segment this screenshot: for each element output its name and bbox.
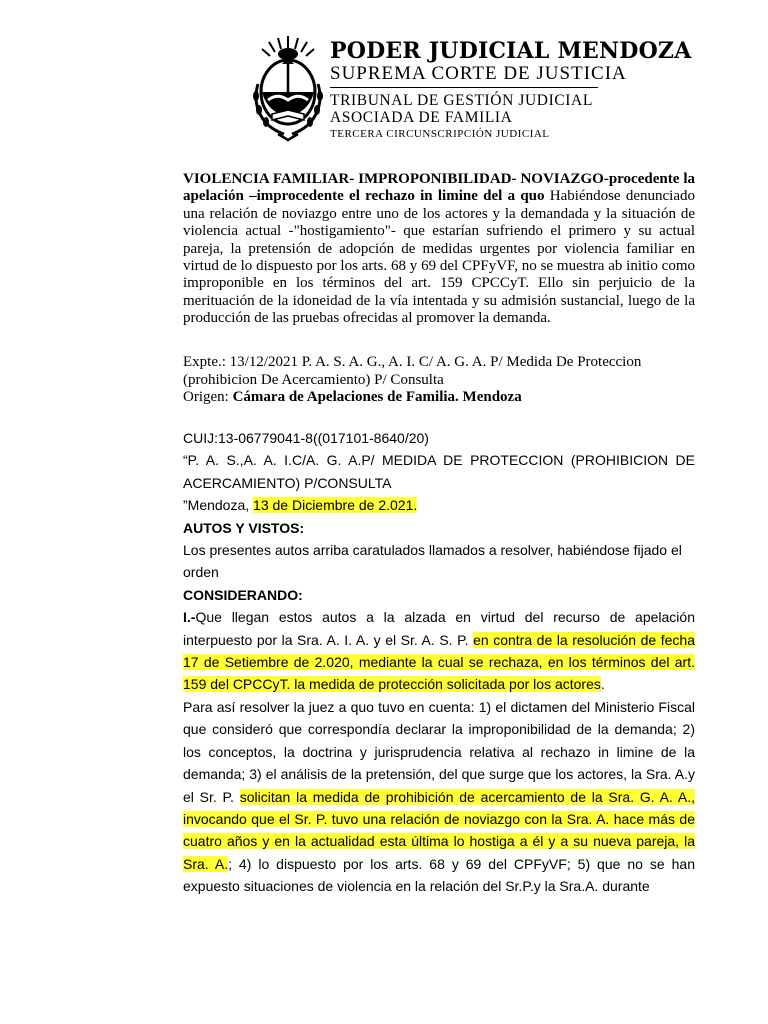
paragraph-2-text-b: ; 4) lo dispuesto por los arts. 68 y 69 del CPFyVF; 5) que no se han expuesto situaciones de violencia en la relación del Sr.P.y la Sra.A. durante <box>183 855 695 895</box>
paragraph-1 <box>183 606 695 696</box>
expte-line <box>183 354 695 389</box>
header-divider <box>330 87 598 88</box>
summary-heading: VIOLENCIA FAMILIAR- IMPROPONIBILIDAD- NOVIAZGO-procedente la apelación –improcedente el rechazo in limine del a quo <box>183 171 695 205</box>
paragraph-2-highlight: solicitan la medida de prohibición de acercamiento de la Sra. G. A. A., invocando que el Sr. P. tuvo una relación de noviazgo con la Sra. A. hace más de cuatro años y en la actualidad esta última lo hostiga a él y a su nueva pareja, la Sra. A. <box>183 788 695 872</box>
paragraph-2-text-a: Para así resolver la juez a quo tuvo en cuenta: 1) el dictamen del Ministerio Fiscal que consideró que correspondía declarar la improponibilidad de la demanda; 2) los conceptos, la doctrina y jurisprudencia relativa al rechazo in limine de la demanda; 3) el análisis de la pretensión, del que surge que los actores, la Sra. A.y el Sr. P. <box>183 698 695 805</box>
tribunal-line-2: ASOCIADA DE FAMILIA <box>330 109 513 126</box>
expte-label: Expte.: 13/12/2021 <box>183 354 298 370</box>
resolution-body <box>183 427 695 898</box>
letterhead <box>250 34 692 142</box>
date-highlight: 13 de Diciembre de 2.021. <box>253 497 418 514</box>
date-prefix: ”Mendoza, <box>183 497 254 514</box>
autos-text: Los presentes autos arriba caratulados llamados a resolver, habiéndose fijado el orden <box>183 542 682 581</box>
case-file-info <box>183 354 695 407</box>
considerando-heading: CONSIDERANDO: <box>183 586 303 603</box>
institution-title: PODER JUDICIAL MENDOZA <box>330 38 692 64</box>
paragraph-1-text-a: Que llegan estos autos a la alzada en virtud del recurso de apelación interpuesto por la Sra. A. I. A. y el Sr. A. S. P. <box>183 609 695 648</box>
paragraph-1-marker: I.- <box>183 609 196 626</box>
origin-line <box>183 389 695 407</box>
autos-heading: AUTOS Y VISTOS: <box>183 519 305 536</box>
tribunal-line-1: TRIBUNAL DE GESTIÓN JUDICIAL <box>330 92 593 109</box>
caratula-line: “P. A. S.,A. A. I.C/A. G. A.P/ MEDIDA DE PROTECCION (PROHIBICION DE ACERCAMIENTO) P/CONSULTA <box>183 452 695 491</box>
expte-rest: Medida De Proteccion (prohibicion De Acercamiento) P/ Consulta <box>183 354 642 388</box>
case-summary <box>183 171 695 328</box>
summary-text: Habiéndose denunciado una relación de noviazgo entre uno de los actores y la demandada y la situación de violencia actual -"hostigamiento"- que estarían sufriendo el primero y su actual pareja, la pretensión de adopción de medidas urgentes por violencia familiar en virtud de lo dispuesto por los arts. 68 y 69 del CPFyVF, no se muestra ab initio como improponible en los términos del art. 159 CPCCyT. Ello sin perjuicio de la merituación de la idoneidad de la vía intentada y su admisión sustancial, luego de la producción de las pruebas ofrecidas al promover la demanda. <box>183 188 695 327</box>
cuij-line: CUIJ:13-06779041-8((017101-8640/20) <box>183 430 429 446</box>
institution-subtitle: SUPREMA CORTE DE JUSTICIA <box>330 63 627 84</box>
coat-of-arms-icon <box>250 34 326 142</box>
paragraph-1-highlight: en contra de la resolución de fecha 17 de Setiembre de 2.020, mediante la cual se rechaza, en los términos del art. 159 del CPCCyT. la medida de protección solicitada por los actores <box>183 631 695 693</box>
expte-parties: P. A. S. A. G., A. I. C/ A. G. A. P/ <box>301 354 503 370</box>
circunscripcion-line: TERCERA CIRCUNSCRIPCIÓN JUDICIAL <box>330 128 550 140</box>
paragraph-2 <box>183 696 695 898</box>
letterhead-text <box>330 38 691 141</box>
paragraph-1-text-b: . <box>600 676 605 693</box>
origin-label: Origen: <box>183 389 229 405</box>
origin-value: Cámara de Apelaciones de Familia. Mendoza <box>232 389 522 405</box>
date-line <box>183 494 695 516</box>
